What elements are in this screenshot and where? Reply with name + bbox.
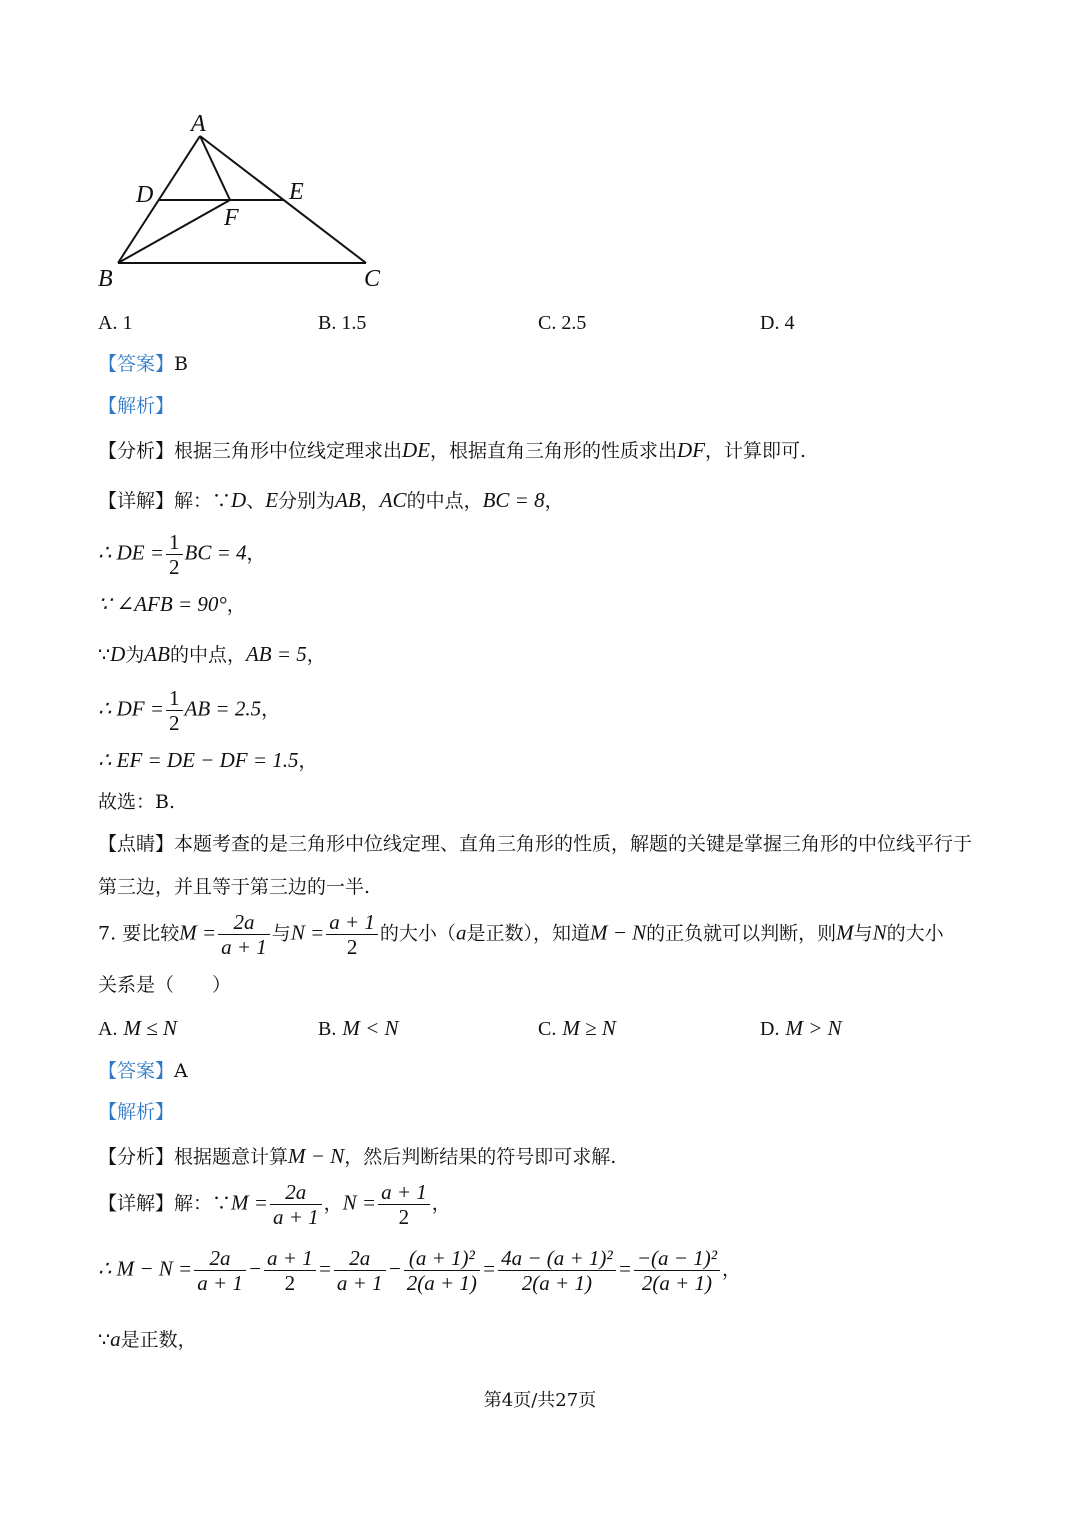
text: 的大小（ — [379, 922, 456, 945]
math: M < N — [342, 1016, 399, 1040]
fraction — [166, 686, 183, 735]
numerator: 1 — [166, 530, 183, 555]
question-number: 7. — [98, 922, 117, 945]
q6-fenxi — [98, 440, 806, 461]
denominator: a + 1 — [272, 1205, 319, 1230]
text: ，计算即可. — [705, 440, 807, 462]
text: ，根据直角三角形的性质求出 — [430, 440, 678, 462]
text: ，然后判断结果的符号即可求解. — [344, 1146, 617, 1168]
math: − — [387, 1256, 402, 1281]
denominator: 2 — [398, 1205, 410, 1230]
denominator: 2(a + 1) — [521, 1271, 592, 1296]
numerator: 4a − (a + 1)² — [498, 1246, 616, 1271]
fraction — [634, 1246, 720, 1295]
numerator: 2a — [270, 1180, 322, 1205]
math: a — [455, 920, 467, 945]
text: ， — [306, 644, 326, 666]
math: ∴ DF = — [98, 696, 165, 721]
q6-option-d: D. 4 — [760, 312, 795, 334]
answer-value: B — [174, 353, 188, 375]
fraction — [194, 1246, 246, 1295]
xiangjie-tag: 【详解】 — [98, 490, 175, 512]
text: ， — [261, 698, 281, 721]
option-label: C. — [538, 1018, 557, 1040]
text: 要比较 — [122, 922, 180, 945]
text: ， — [360, 490, 380, 512]
q6-step2 — [98, 594, 246, 615]
numerator: 2a — [194, 1246, 246, 1271]
q7-stem — [98, 910, 944, 959]
fraction — [270, 1180, 322, 1229]
text: 解：∵ — [174, 1192, 232, 1215]
math: ∴ DE = — [98, 540, 165, 565]
math: ∵ ∠AFB = 90° — [98, 592, 227, 616]
numerator: 1 — [166, 686, 183, 711]
denominator: 2(a + 1) — [406, 1271, 477, 1296]
text: ， — [722, 1258, 742, 1281]
page-footer: 第4页/共27页 — [483, 1390, 597, 1411]
denominator: 2 — [346, 935, 358, 960]
text: 分别为 — [278, 490, 336, 512]
math: DE — [402, 438, 431, 462]
math: M — [836, 920, 854, 945]
q7-option-a — [98, 1018, 177, 1039]
text: 为 — [125, 644, 145, 666]
q6-xiangjie — [98, 490, 564, 511]
numerator: 2a — [218, 910, 270, 935]
math: AB = 5 — [245, 642, 307, 666]
math: a — [110, 1327, 121, 1351]
numerator: (a + 1)² — [404, 1246, 480, 1271]
text: 的正负就可以判断，则 — [646, 922, 837, 945]
text: 、 — [246, 490, 266, 512]
math: AB — [144, 642, 170, 666]
math: AC — [379, 488, 407, 512]
text: 解：∵ — [174, 490, 232, 512]
label-b: B — [98, 266, 113, 292]
q6-answer — [98, 355, 188, 374]
numerator: −(a − 1)² — [634, 1246, 720, 1271]
q7-analysis-tag: 【解析】 — [98, 1101, 175, 1123]
fraction — [166, 530, 183, 579]
q6-choose: 故选：B. — [98, 791, 176, 813]
math: D — [231, 488, 247, 512]
q7-calc — [98, 1246, 741, 1295]
q7-stem-line2: 关系是（ ） — [98, 974, 232, 996]
text: 与 — [271, 922, 291, 945]
q6-analysis-tag: 【解析】 — [98, 395, 175, 417]
math: = — [617, 1256, 632, 1281]
text: ∵ — [98, 644, 111, 666]
q7-option-c — [538, 1018, 616, 1039]
q7-option-b — [318, 1018, 399, 1039]
denominator: 2 — [284, 1271, 296, 1296]
math: E — [265, 488, 279, 512]
dianjing-tag: 【点睛】 — [98, 833, 175, 855]
math: ∴ EF = DE − DF = 1.5 — [98, 748, 299, 772]
q6-option-c: C. 2.5 — [538, 312, 587, 334]
math: M ≥ N — [562, 1016, 616, 1040]
text: 是正数， — [120, 1329, 197, 1351]
q6-dianjing — [98, 835, 972, 854]
text: 的中点， — [169, 644, 246, 666]
q7-option-d — [760, 1018, 842, 1039]
math: M − N — [589, 920, 647, 945]
text: 的大小 — [886, 922, 944, 945]
math: N = — [342, 1190, 377, 1215]
q6-step5 — [98, 750, 318, 771]
denominator: 2(a + 1) — [641, 1271, 713, 1296]
option-label: B. — [318, 1018, 337, 1040]
fraction — [498, 1246, 616, 1295]
label-e: E — [289, 179, 304, 205]
text: ， — [323, 1192, 343, 1215]
segment-af — [200, 136, 230, 200]
math: BC = 4 — [184, 540, 247, 565]
q6-step1 — [98, 530, 266, 579]
math: M ≤ N — [123, 1016, 178, 1040]
q6-dianjing-line2: 第三边，并且等于第三边的一半. — [98, 876, 371, 898]
q6-option-b: B. 1.5 — [318, 312, 367, 334]
numerator: a + 1 — [378, 1180, 430, 1205]
option-label: D. — [760, 1018, 780, 1040]
math: BC = 8 — [482, 488, 545, 512]
math: AB = 2.5 — [184, 696, 262, 721]
fraction — [378, 1180, 430, 1229]
q6-step4 — [98, 686, 280, 735]
math: N = — [290, 920, 325, 945]
fenxi-tag: 【分析】 — [98, 1146, 175, 1168]
fraction — [334, 1246, 386, 1295]
text: 的中点， — [406, 490, 483, 512]
text: 与 — [853, 922, 873, 945]
segment-bf — [118, 200, 230, 263]
q7-xiangjie — [98, 1180, 451, 1229]
text: ， — [226, 594, 246, 616]
answer-value: A — [174, 1060, 188, 1082]
numerator: a + 1 — [326, 910, 378, 935]
denominator: a + 1 — [336, 1271, 383, 1296]
text: 是正数），知道 — [466, 922, 590, 945]
fraction — [326, 910, 378, 959]
q7-fenxi — [98, 1146, 616, 1167]
text: ∵ — [98, 1329, 111, 1351]
fraction — [264, 1246, 316, 1295]
denominator: a + 1 — [221, 935, 267, 960]
fraction — [404, 1246, 480, 1295]
q6-step3 — [98, 644, 326, 665]
label-f: F — [224, 205, 239, 231]
fenxi-tag: 【分析】 — [98, 440, 175, 462]
numerator: a + 1 — [264, 1246, 316, 1271]
xiangjie-tag: 【详解】 — [98, 1192, 175, 1215]
answer-tag: 【答案】 — [98, 1060, 175, 1082]
denominator: a + 1 — [197, 1271, 243, 1296]
text: ， — [298, 750, 318, 772]
q6-option-a: A. 1 — [98, 312, 133, 334]
text: 根据三角形中位线定理求出 — [174, 440, 403, 462]
fraction — [218, 910, 270, 959]
math: ∴ M − N = — [98, 1256, 193, 1281]
answer-tag: 【答案】 — [98, 353, 175, 375]
text: ， — [431, 1192, 451, 1215]
math: D — [110, 642, 126, 666]
label-d: D — [136, 182, 154, 208]
math: M > N — [785, 1016, 842, 1040]
denominator: 2 — [169, 711, 180, 736]
text: ， — [246, 542, 266, 565]
denominator: 2 — [169, 555, 180, 580]
label-c: C — [364, 266, 381, 292]
numerator: 2a — [334, 1246, 386, 1271]
text: 根据题意计算 — [174, 1146, 289, 1168]
math: M − N — [288, 1144, 345, 1168]
math: M = — [231, 1190, 268, 1215]
text: 本题考查的是三角形中位线定理、直角三角形的性质，解题的关键是掌握三角形的中位线平行于 — [174, 833, 973, 855]
option-label: A. — [98, 1018, 118, 1040]
math: DF — [677, 438, 706, 462]
triangle-figure — [90, 108, 400, 293]
math: = — [481, 1256, 497, 1281]
math: − — [247, 1256, 263, 1281]
text: ， — [544, 490, 564, 512]
math: M = — [179, 920, 217, 945]
math: AB — [335, 488, 361, 512]
math: N — [872, 920, 887, 945]
q7-last-line — [98, 1329, 197, 1350]
label-a: A — [191, 111, 206, 137]
q7-answer — [98, 1062, 188, 1081]
math: = — [317, 1256, 332, 1281]
